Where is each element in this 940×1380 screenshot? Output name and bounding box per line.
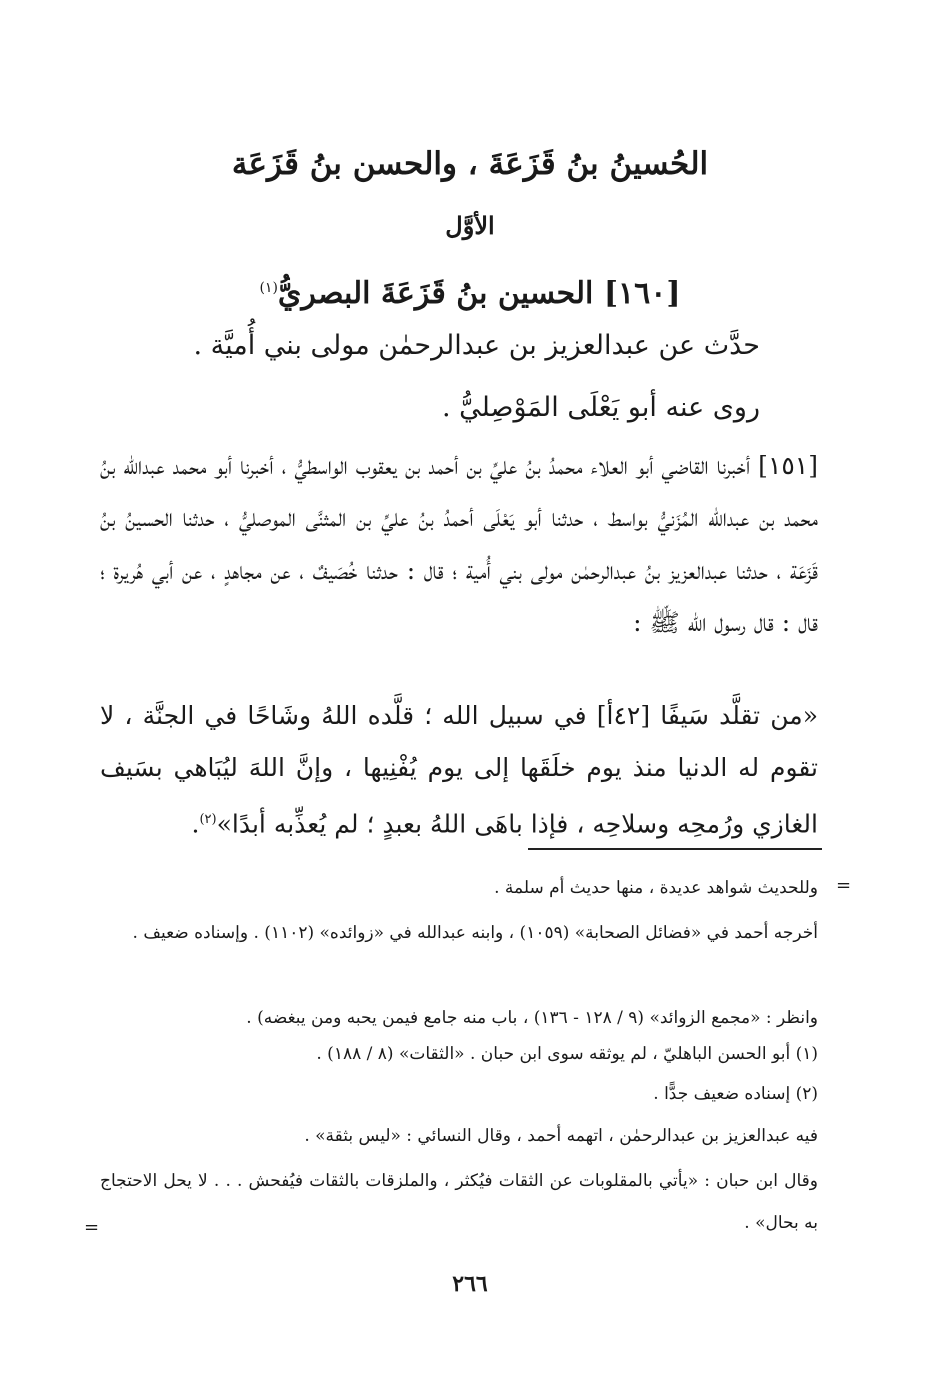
page-number: ٢٦٦ <box>452 1271 488 1297</box>
bio-line-1: حدَّث عن عبدالعزيز بن عبدالرحمٰن مولى بني أُميَّة . <box>193 330 760 361</box>
footnote-divider <box>528 848 822 850</box>
footnote-1: (١) أبو الحسن الباهليّ ، لم يوثقه سوى ابن حبان . «الثقات» (٨ / ١٨٨) . <box>316 1044 818 1064</box>
chapter-title: الحُسينُ بنُ قَزَعَةَ ، والحسن بنُ قَزَعَة <box>231 146 709 182</box>
footnote-2: (٢) إسناده ضعيف جدًّا . <box>653 1084 818 1104</box>
isnad-paragraph: [١٥١] أخبرنا القاضي أبو العلاء محمدُ بنُ عليِّ بن أحمد بن يعقوب الواسطيُّ ، أخبرنا أبو محمد عبدالله بنُ محمد بن عبدالله المُزَنيُّ بواسط ، حدثنا أبو يَعْلَى أحمدُ بنُ عليِّ بن المثنَّى الموصليُّ ، حدثنا الحسينُ بنُ قَزَعَة ، حدثنا عبدالعزيز بنُ عبدالرحمٰن مولى بني أُمية ؛ قال : حدثنا خُصَيفٌ ، عن مجاهدٍ ، عن أبي هُريرة ؛ قال : قال رسول الله ﷺ : <box>100 451 818 638</box>
continuation-mark-top: = <box>836 875 852 896</box>
footnote-continuation-3: وانظر : «مجمع الزوائد» (٩ / ١٢٨ - ١٣٦) ، باب منه جامع فيمن يحبه ومن يبغضه) . <box>246 1008 818 1028</box>
footnote-2-quote: وقال ابن حبان : «يأتي بالمقلوبات عن الثقات فيُكثر ، والملزقات بالثقات فيُفحش . . . لا يحل الاحتجاج به بحال» . <box>100 1171 818 1233</box>
section-label: الأوَّل <box>445 211 495 240</box>
hadith-end-stop: . <box>191 809 200 839</box>
entry-heading <box>180 262 760 314</box>
footnote-continuation-1: وللحديث شواهد عديدة ، منها حديث أم سلمة . <box>494 878 818 898</box>
hadith-paragraph <box>100 690 818 850</box>
continuation-mark-bottom: = <box>84 1217 100 1238</box>
footnote-continuation-2: أخرجه أحمد في «فضائل الصحابة» (١٠٥٩) ، وابنه عبدالله في «زوائده» (١١٠٢) . وإسناده ضعيف . <box>132 923 818 943</box>
footnote-2-detail: فيه عبدالعزيز بن عبدالرحمٰن ، اتهمه أحمد ، وقال النسائي : «ليس بثقة» . <box>304 1126 818 1146</box>
entry-heading-text: [١٦٠] الحسين بنُ قَزَعَةَ البصريُّ <box>277 276 681 311</box>
bio-line-2: روى عنه أبو يَعْلَى المَوْصِليُّ . <box>441 392 760 423</box>
footnote-marker-2: (٢) <box>199 812 217 827</box>
footnote-marker-1: (١) <box>259 280 278 296</box>
hadith-text: «من تقلَّد سَيفًا [٤٢أ] في سبيل الله ؛ قلَّده اللهُ وشَاحًا في الجنَّة ، لا تقوم له الدنيا منذ يوم خلَقَها إلى يوم يُفْنِيها ، وإنَّ اللهَ ليُبَاهي بسَيف الغازي ورُمحِه وسلاحِه ، فإذا باهَى اللهُ بعبدٍ ؛ لم يُعذِّبه أبدًا» <box>100 701 818 839</box>
